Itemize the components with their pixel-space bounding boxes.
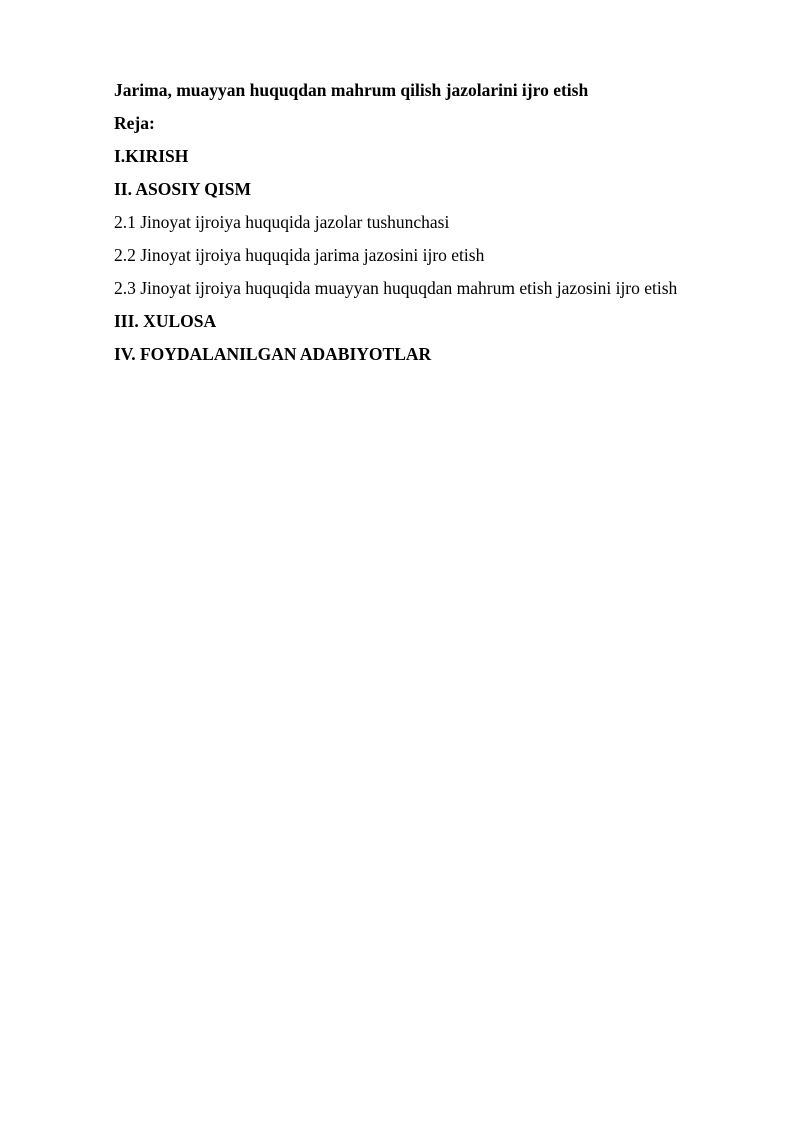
plan-label: Reja: xyxy=(114,113,155,133)
subsection-2-2: 2.2 Jinoyat ijroiya huquqida jarima jazosini ijro etish xyxy=(114,245,485,265)
subsection-2-3: 2.3 Jinoyat ijroiya huquqida muayyan huquqdan mahrum etish jazosini ijro etish xyxy=(114,278,678,298)
section-conclusion: III. XULOSA xyxy=(114,311,217,331)
section-main-part: II. ASOSIY QISM xyxy=(114,179,251,199)
subsection-2-1: 2.1 Jinoyat ijroiya huquqida jazolar tushunchasi xyxy=(114,212,450,232)
document-title: Jarima, muayyan huquqdan mahrum qilish jazolarini ijro etish xyxy=(114,80,589,100)
section-introduction: I.KIRISH xyxy=(114,146,189,166)
document-content xyxy=(114,74,774,371)
section-references: IV. FOYDALANILGAN ADABIYOTLAR xyxy=(114,344,432,364)
